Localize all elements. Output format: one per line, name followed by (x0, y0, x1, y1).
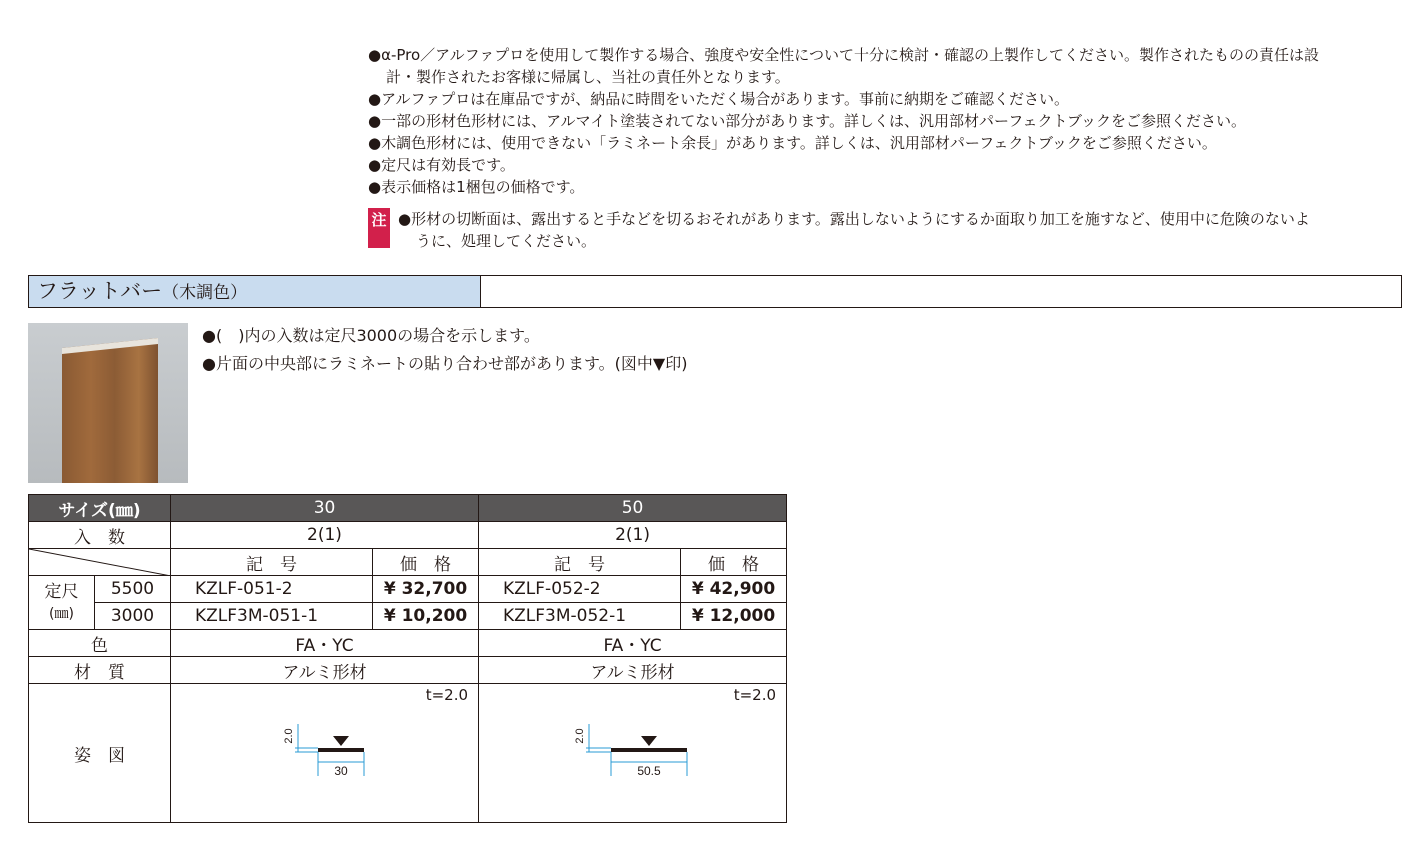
price-30: ¥ 10,200 (373, 603, 479, 630)
cross-section-50 (479, 684, 787, 822)
warning-line: うに、処理してください。 (416, 232, 597, 250)
lamination-mark (333, 736, 349, 746)
code-30: KZLF3M-051-1 (171, 603, 373, 630)
note-line: ●木調色形材には、使用できない「ラミネート余長」があります。詳しくは、汎用部材パーフェクトブックをご参照ください。 (368, 134, 1217, 152)
section-title-sub: （木調色） (162, 283, 248, 303)
length-value: 3000 (95, 603, 171, 630)
desc-line: ●片面の中央部にラミネートの貼り合わせ部があります。(図中▼印) (202, 354, 688, 373)
size-row (29, 495, 787, 522)
note-line: 計・製作されたお客様に帰属し、当社の責任外となります。 (386, 68, 790, 86)
section-header (28, 275, 1402, 308)
material-30: アルミ形材 (171, 657, 479, 684)
warning-badge: 注 (368, 208, 390, 248)
color-label: 色 (29, 630, 171, 657)
diagonal-line (29, 549, 171, 576)
code-50: KZLF-052-2 (479, 576, 681, 603)
size-50: 50 (479, 495, 787, 522)
price-label-30: 価 格 (373, 549, 479, 576)
length-label-text: 定尺 (44, 581, 79, 602)
length-label (29, 576, 95, 630)
width-dim: 50.5 (637, 764, 661, 778)
section-title-main: フラットバー (37, 279, 163, 303)
size-30: 30 (171, 495, 479, 522)
spec-table (28, 494, 787, 823)
note-line: ●α-Pro／アルファプロを使用して製作する場合、強度や安全性について十分に検討・確認の上製作してください。製作されたものの責任は設 (368, 46, 1319, 64)
cross-section-30 (171, 684, 479, 822)
length-row-3000 (29, 603, 787, 630)
notes-block (368, 44, 1398, 198)
qty-label: 入 数 (29, 522, 171, 549)
height-dim: 2.0 (283, 728, 295, 744)
height-dim: 2.0 (574, 728, 587, 744)
diagonal-cell (29, 549, 171, 576)
price-label-50: 価 格 (681, 549, 787, 576)
figure-row (29, 684, 787, 823)
color-row (29, 630, 787, 657)
code-label-30: 記 号 (171, 549, 373, 576)
lamination-mark (641, 736, 657, 746)
warning-block (368, 208, 1398, 252)
color-30: FA・YC (171, 630, 479, 657)
color-50: FA・YC (479, 630, 787, 657)
bar-section (611, 748, 687, 752)
length-value: 5500 (95, 576, 171, 603)
figure-50 (479, 684, 787, 823)
note-line: ●表示価格は1梱包の価格です。 (368, 178, 585, 196)
product-description (202, 322, 687, 378)
width-dim: 30 (334, 764, 348, 778)
note-line: ●定尺は有効長です。 (368, 156, 515, 174)
figure-label: 姿 図 (29, 684, 171, 823)
code-50: KZLF3M-052-1 (479, 603, 681, 630)
code-label-50: 記 号 (479, 549, 681, 576)
warning-line: ●形材の切断面は、露出すると手などを切るおそれがあります。露出しないようにするか面取り加工を施すなど、使用中に危険のないよ (398, 210, 1310, 228)
code-header-row (29, 549, 787, 576)
note-line: ●一部の形材色形材には、アルマイト塗装されてない部分があります。詳しくは、汎用部材パーフェクトブックをご参照ください。 (368, 112, 1246, 130)
price-50: ¥ 12,000 (681, 603, 787, 630)
flat-bar-board (62, 338, 158, 483)
material-label: 材 質 (29, 657, 171, 684)
product-image (28, 323, 188, 483)
code-30: KZLF-051-2 (171, 576, 373, 603)
qty-row (29, 522, 787, 549)
length-unit: (㎜) (49, 605, 74, 622)
section-title (29, 276, 481, 307)
qty-50: 2(1) (479, 522, 787, 549)
note-line: ●アルファプロは在庫品ですが、納品に時間をいただく場合があります。事前に納期をご確認ください。 (368, 90, 1069, 108)
material-50: アルミ形材 (479, 657, 787, 684)
material-row (29, 657, 787, 684)
size-header: サイズ(㎜) (29, 495, 171, 522)
price-30: ¥ 32,700 (373, 576, 479, 603)
bar-section (318, 748, 364, 752)
thickness-label: t=2.0 (425, 686, 469, 704)
price-50: ¥ 42,900 (681, 576, 787, 603)
length-row-5500 (29, 576, 787, 603)
thickness-label: t=2.0 (733, 686, 777, 704)
figure-30 (171, 684, 479, 823)
qty-30: 2(1) (171, 522, 479, 549)
desc-line: ●( )内の入数は定尺3000の場合を示します。 (202, 326, 540, 345)
